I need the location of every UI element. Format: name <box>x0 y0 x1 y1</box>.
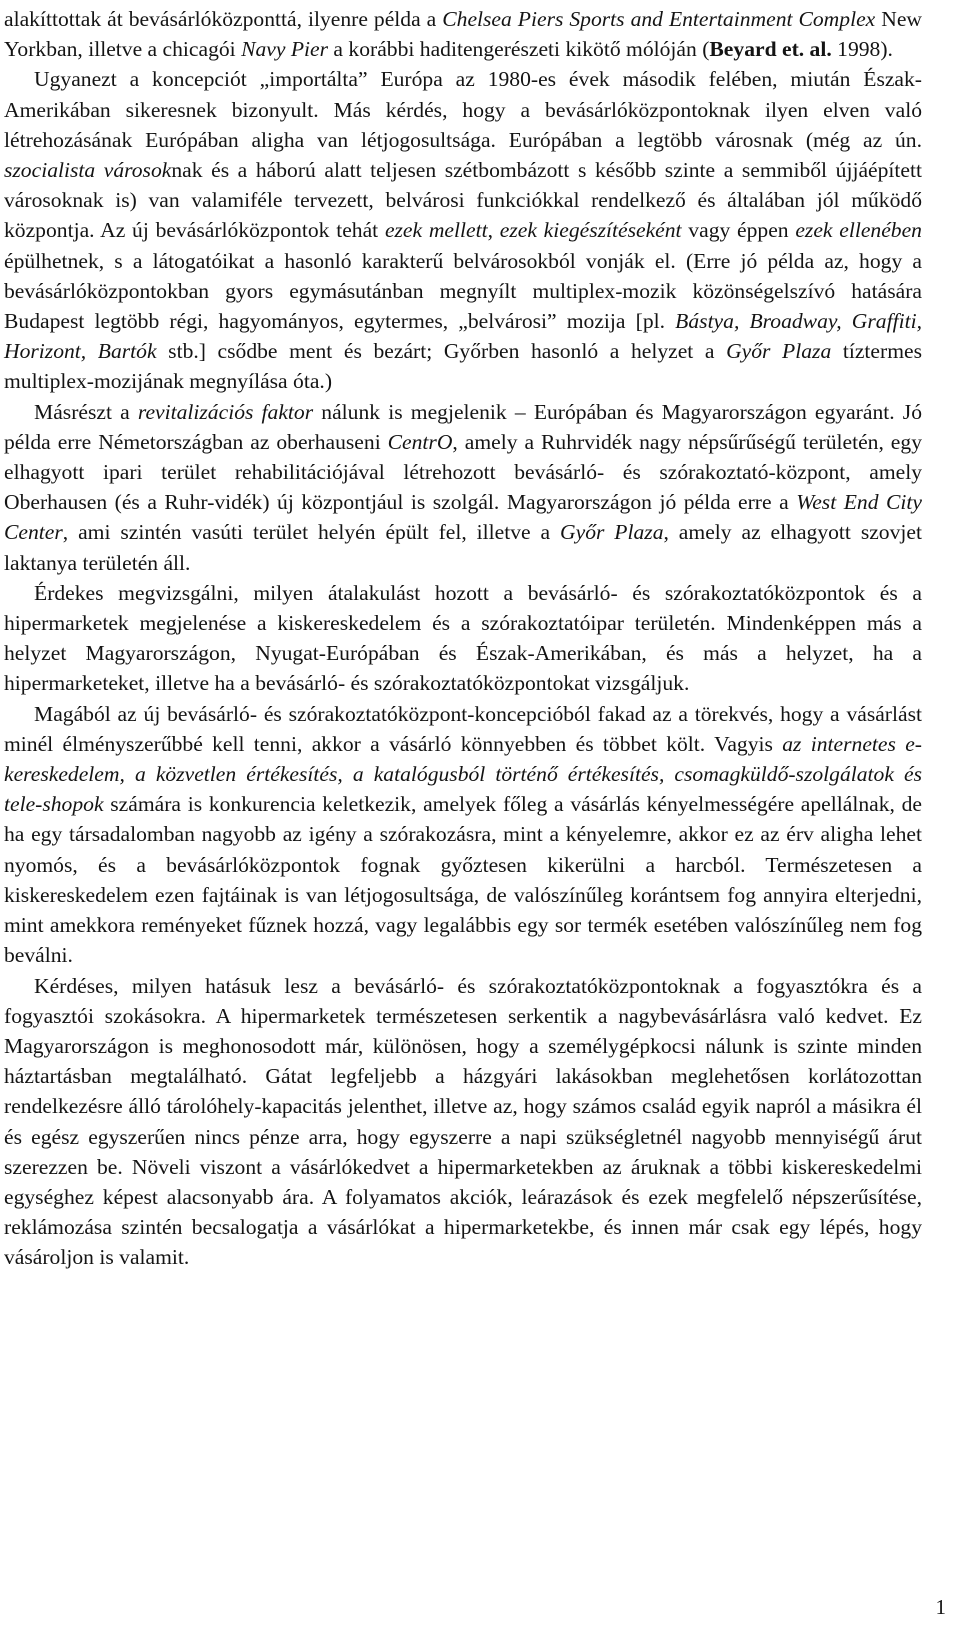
italic-run: Győr Plaza <box>560 520 664 545</box>
italic-run: Bástya, Broadway, Graffiti, Horizont, Bartók <box>4 309 922 364</box>
italic-run: ezek ellenében <box>795 218 922 243</box>
text-run: Magából az új bevásárló- és szórakoztatóközpont-koncepcióból fakad az a törekvés, hogy a vásárlást minél élményszerűbbé kell tenni, akkor a vásárló könnyebben és többet költ. Vagyis <box>4 701 922 756</box>
italic-run: szocialista városok <box>4 158 172 183</box>
italic-run: West End City Center <box>4 490 922 545</box>
page-number: 1 <box>935 1595 946 1619</box>
text-run: , amely a Ruhrvidék nagy népsűrűségű területén, egy elhagyott ipari terület rehabilitációjával létrehozott bevásárló- és szórakoztató-központ, amely Oberhausen (és a Ruhr-vidék) új központjául is szolgál. Magyarországon jó példa erre a <box>4 429 922 515</box>
text-run: stb.] csődbe ment és bezárt; Győrben hasonló a helyzet a <box>156 339 727 364</box>
italic-run: CentrO <box>387 429 453 454</box>
italic-run: Győr Plaza <box>726 339 832 364</box>
text-run: , ami szintén vasúti terület helyén épült fel, illetve a <box>62 520 561 545</box>
italic-run: ezek mellett <box>384 218 488 243</box>
italic-run: ezek kiegészítéseként <box>499 218 682 243</box>
paragraph <box>4 699 922 971</box>
text-run: a korábbi haditengerészeti kikötő mólóján ( <box>328 37 710 62</box>
italic-run: Navy Pier <box>241 37 329 62</box>
text-run: vagy éppen <box>681 218 796 243</box>
text-run: tíztermes multiplex-mozijának megnyílása óta.) <box>4 339 922 394</box>
text-run: New Yorkban, illetve a chicagói <box>4 7 923 62</box>
italic-run: revitalizációs faktor <box>137 399 314 424</box>
text-run: Érdekes megvizsgálni, milyen átalakulást hozott a bevásárló- és szórakoztatóközpontok és a hipermarketek megjelenése a kiskereskedelem és a szórakoztatóipar területén. Mindenképpen más a helyzet Magyarországon, Nyugat-Európában és Észak-Amerikában, és más a helyzet, ha a hipermarketeket, illetve ha a bevásárló- és szórakoztatóközpontokat vizsgáljuk. <box>4 580 922 696</box>
paragraph <box>4 4 922 64</box>
body-text <box>4 4 922 1273</box>
text-run: nak és a háború alatt teljesen szétbombázott s később szinte a semmiből újjáépített városoknak is) van valamiféle tervezett, belvárosi funkciókkal rendelkező és általában jól működő központja. Az új bevásárlóközpontok tehát <box>4 158 922 243</box>
italic-run: Chelsea Piers Sports and Entertainment Complex <box>442 7 876 31</box>
text-run: épülhetnek, s a látogatóikat a hasonló karakterű belvárosokból vonják el. (Erre jó példa az, hogy a bevásárlóközpontokban gyors egymásutánban megnyílt multiplex-mozik közönségelszívó hatására Budapest legtöbb régi, hagyományos, egytermes, „belvárosi” mozija [pl. <box>4 248 922 334</box>
bold-run: Beyard et. al. <box>709 37 832 62</box>
text-run: nálunk is megjelenik – Európában és Magyarországon egyaránt. Jó példa erre Németországban az oberhauseni <box>4 399 922 454</box>
text-run: Másrészt a <box>34 399 138 424</box>
text-run: Ugyanezt a koncepciót „importálta” Európa az 1980-es évek második felében, miután Észak-Amerikában sikeresnek bizonyult. Más kérdés, hogy a bevásárlóközpontoknak ilyen elven való létrehozásának Európában aligha van létjogosultsága. Európában a legtöbb városnak (még az ún. <box>4 67 922 152</box>
paragraph <box>4 397 922 578</box>
italic-run: az internetes e-kereskedelem, a közvetlen értékesítés, a katalógusból történő értékesítés, csomagküldő-szolgálatok és tele-shopok <box>4 731 922 817</box>
text-run: , <box>487 218 500 243</box>
text-run: számára is konkurencia keletkezik, amelyek főleg a vásárlás kényelmességére apellálnak, de ha egy társadalomban nagyobb az igény a szórakozásra, mint a kényelemre, akkor ez az érv aligha lehet nyomós, és a bevásárlóközpontok fognak győztesen kikerülni a harcból. Természetesen a kiskereskedelem ezen fajtáinak is van létjogosultsága, de valószínűleg korántsem fog annyira elterjedni, mint amekkora reményeket fűznek hozzá, vagy legalábbis egy sor termék esetében valószínűleg nem fog beválni. <box>4 792 922 968</box>
text-run: , amely az elhagyott szovjet laktanya területén áll. <box>4 520 922 575</box>
paragraph <box>4 578 922 699</box>
paragraph <box>4 971 922 1273</box>
paragraph <box>4 64 922 396</box>
text-run: Kérdéses, milyen hatásuk lesz a bevásárló- és szórakoztatóközpontoknak a fogyasztókra és a fogyasztói szokásokra. A hipermarketek természetesen serkentik a nagybevásárlásra való kedvet. Ez Magyarországon is meghonosodott már, különösen, hogy a személygépkocsi nálunk is szinte minden háztartásban megtalálható. Gátat legfeljebb a házgyári lakásokban meglehetősen korlátozottan rendelkezésre álló tárolóhely-kapacitás jelenthet, illetve az, hogy számos család egyik napról a másikra él és egész egyszerűen nincs pénze arra, hogy egyszerre a napi szükségletnél nagyobb mennyiségű árut szerezzen be. Növeli viszont a vásárlókedvet a hipermarketekben az áruknak a többi kiskereskedelmi egységhez képest alacsonyabb ára. A folyamatos akciók, leárazások és ezek megfelelő népszerűsítése, reklámozása szintén becsalogatja a vásárlókat a hipermarketekbe, és innen már csak egy lépés, hogy vásároljon is valamit. <box>4 973 922 1270</box>
text-run: alakíttottak át bevásárlóközponttá, ilyenre példa a <box>4 7 443 31</box>
text-run: 1998). <box>831 37 893 62</box>
